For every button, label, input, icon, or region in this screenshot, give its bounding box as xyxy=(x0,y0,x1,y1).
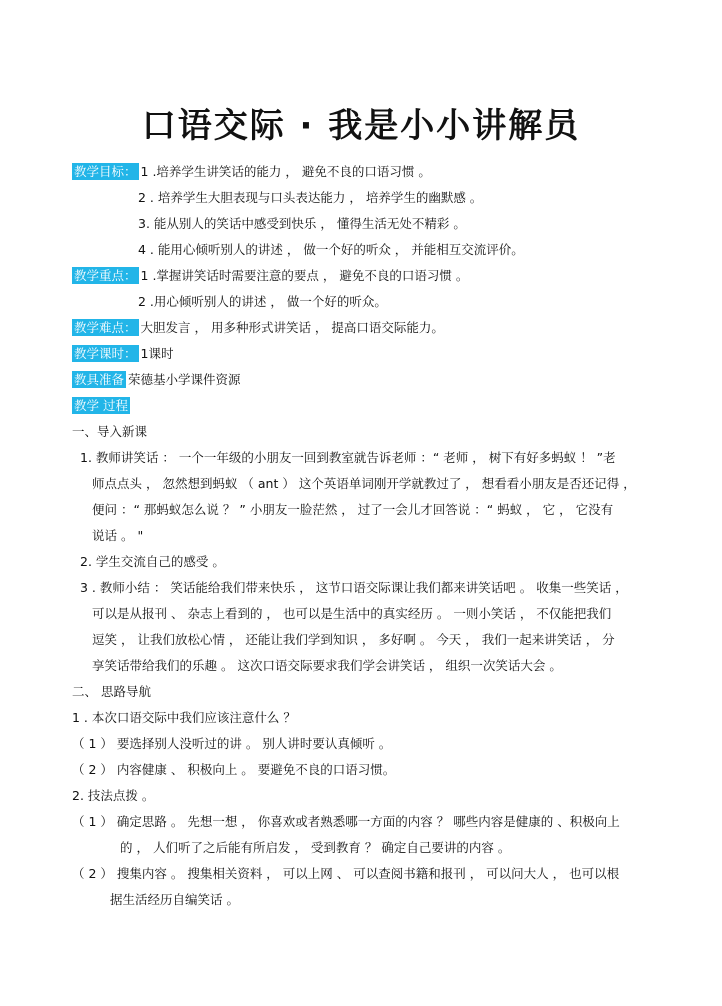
section2-q2-b-line1: （ 2 ） 搜集内容 。 搜集相关资料 ， 可以上网 、 可以查阅书籍和报刊 ， 可以问大人 ， 也可以根 xyxy=(72,866,620,881)
section1-item3-line3: 逗笑 ， 让我们放松心情 ， 还能让我们学到知识 ， 多好啊 。 今天 ， 我们一起来讲笑话 ， 分 xyxy=(92,632,615,647)
section2-heading: 二、 思路导航 xyxy=(72,684,151,699)
section2-q2: 2. 技法点拨 。 xyxy=(72,788,155,803)
process-label: 教学 过程 xyxy=(74,398,128,413)
section1-item3-line2: 可以是从报刊 、 杂志上看到的 ， 也可以是生活中的真实经历 。 一则小笑话 ， 不仅能把我们 xyxy=(92,606,612,621)
tools-label: 教具准备 xyxy=(74,372,125,387)
goal-item-1: 1 .培养学生讲笑话的能力 ， 避免不良的口语习惯 。 xyxy=(140,164,431,179)
goals-label: 教学目标： xyxy=(74,164,137,179)
section1-heading: 一、导入新课 xyxy=(72,424,148,439)
key-points-label: 教学重点： xyxy=(74,268,137,283)
section1-item1-line3: 便问 ：“ 那蚂蚁怎么说 ？ ” 小朋友一脸茫然 ， 过了一会儿才回答说 ：“ 蚂蚁 ， 它 ， 它没有 xyxy=(92,502,614,517)
section1-item1-line4: 说话 。 " xyxy=(92,528,144,543)
hours-label: 教学课时： xyxy=(74,346,137,361)
goal-item-4: 4 . 能用心倾听别人的讲述 ， 做一个好的听众 ， 并能相互交流评价。 xyxy=(138,242,524,257)
difficulty-row xyxy=(72,319,444,337)
section2-q2-a-line1: （ 1 ） 确定思路 。 先想一想 ， 你喜欢或者熟悉哪一方面的内容 ？ 哪些内容是健康的 、积极向上 xyxy=(72,814,620,829)
difficulty-text: 大胆发言 ， 用多种形式讲笑话 ， 提高口语交际能力。 xyxy=(140,320,444,335)
goals-row xyxy=(72,163,431,181)
goal-item-3: 3. 能从别人的笑话中感受到快乐 ， 懂得生活无处不精彩 。 xyxy=(138,216,466,231)
section1-item1-line1: 1. 教师讲笑话 ： 一个一年级的小朋友一回到教室就告诉老师 ：“ 老师 ， 树下有好多蚂蚁 ！ ”老 xyxy=(80,450,616,465)
section1-item2: 2. 学生交流自己的感受 。 xyxy=(80,554,225,569)
section2-q1: 1 . 本次口语交际中我们应该注意什么 ？ xyxy=(72,710,296,725)
section2-q1-a: （ 1 ） 要选择别人没听过的讲 。 别人讲时要认真倾听 。 xyxy=(72,736,392,751)
key-points-row xyxy=(72,267,468,285)
goal-item-2: 2 . 培养学生大胆表现与口头表达能力 ， 培养学生的幽默感 。 xyxy=(138,190,483,205)
key-point-item-1: 1 .掌握讲笑话时需要注意的要点 ， 避免不良的口语习惯 。 xyxy=(140,268,469,283)
hours-text: 1课时 xyxy=(140,346,174,361)
section2-q2-a-line2: 的 ， 人们听了之后能有所启发 ， 受到教育 ？ 确定自己要讲的内容 。 xyxy=(120,840,511,855)
section2-q2-b-line2: 据生活经历自编笑话 。 xyxy=(110,892,239,907)
difficulty-label: 教学难点： xyxy=(74,320,137,335)
process-row xyxy=(72,397,132,415)
section1-item1-line2: 师点点头 ， 忽然想到蚂蚁 （ ant ） 这个英语单词刚开学就教过了 ， 想看看小朋友是否还记得 ， xyxy=(92,476,636,491)
section1-item3-line4: 享笑话带给我们的乐趣 。 这次口语交际要求我们学会讲笑话 ， 组织一次笑话大会 。 xyxy=(92,658,562,673)
tools-row xyxy=(72,371,241,389)
section1-item3-line1: 3 . 教师小结 ： 笑话能给我们带来快乐 ， 这节口语交际课让我们都来讲笑话吧 。 收集一些笑话 ， xyxy=(80,580,628,595)
key-point-item-2: 2 .用心倾听别人的讲述 ， 做一个好的听众。 xyxy=(138,294,387,309)
page-title: 口语交际 · 我是小小讲解员 xyxy=(141,106,581,146)
hours-row xyxy=(72,345,173,363)
tools-text: 荣德基小学课件资源 xyxy=(128,372,241,387)
section2-q1-b: （ 2 ） 内容健康 、 积极向上 。 要避免不良的口语习惯。 xyxy=(72,762,396,777)
